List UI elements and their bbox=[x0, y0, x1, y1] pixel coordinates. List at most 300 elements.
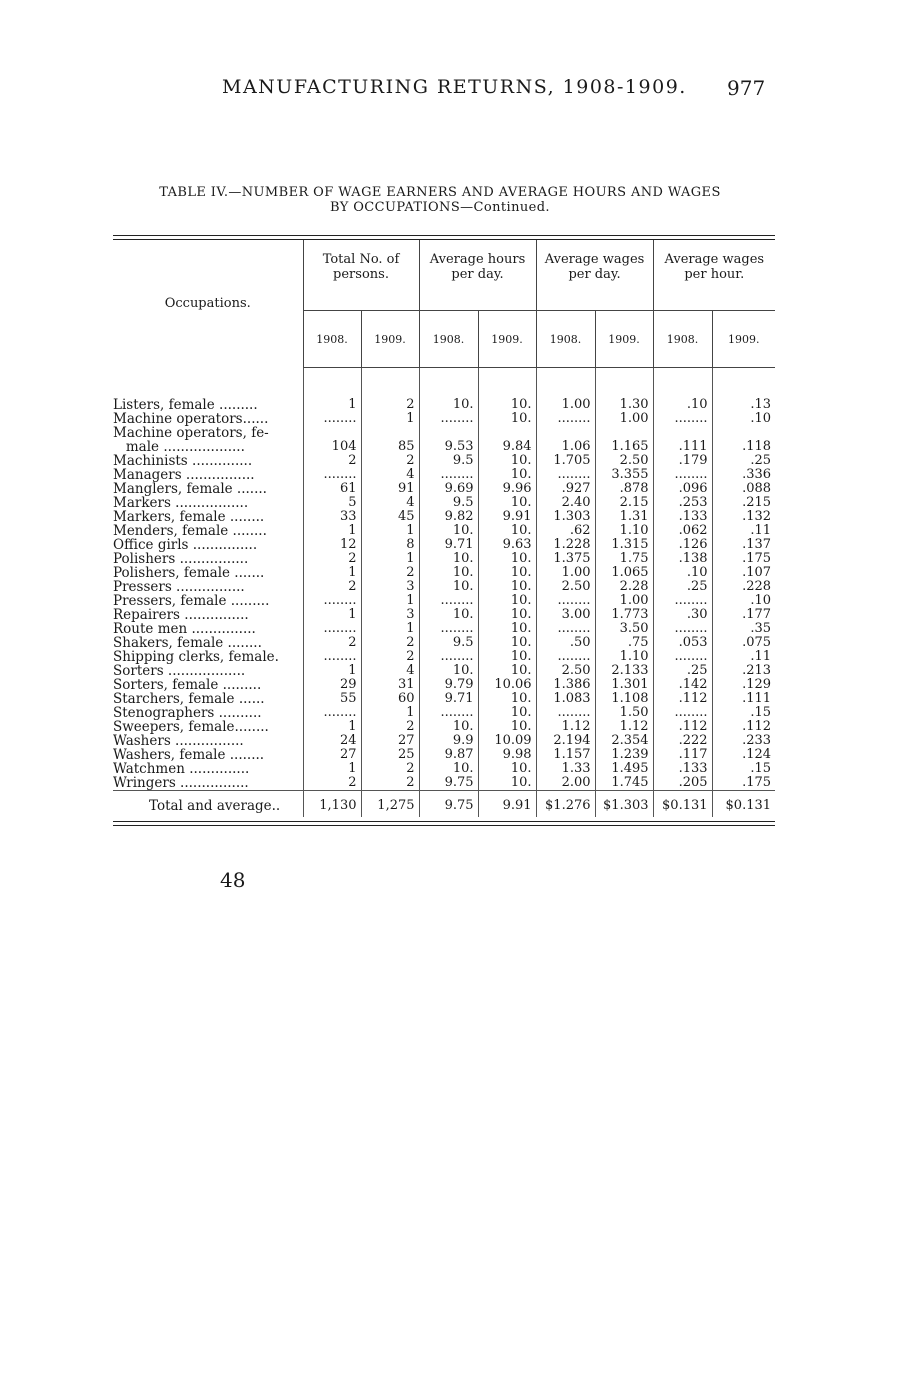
group-header-average-wages-day: Average wages per day. bbox=[536, 240, 653, 311]
value-cell: 9.5 bbox=[419, 636, 478, 650]
table-row bbox=[113, 566, 775, 580]
table-row bbox=[113, 468, 775, 482]
value-cell: 104 bbox=[303, 440, 361, 454]
page-number: 977 bbox=[727, 76, 766, 100]
value-cell: 1.773 bbox=[595, 608, 653, 622]
occupation-cell: Polishers ................ bbox=[113, 552, 249, 566]
value-cell: 2 bbox=[303, 580, 361, 594]
table-row bbox=[113, 692, 775, 706]
occupations-header: Occupations. bbox=[164, 296, 251, 312]
value-cell: 9.91 bbox=[478, 510, 536, 524]
occupation-cell: Machinists .............. bbox=[113, 454, 253, 468]
value-cell: ........ bbox=[653, 594, 712, 608]
value-cell: .132 bbox=[712, 510, 775, 524]
value-cell: 2.194 bbox=[536, 734, 595, 748]
value-cell: .138 bbox=[653, 552, 712, 566]
value-cell: 1.00 bbox=[536, 398, 595, 412]
value-cell: 3.355 bbox=[595, 468, 653, 482]
value-cell: 9.87 bbox=[419, 748, 478, 762]
value-cell: 9.71 bbox=[419, 692, 478, 706]
value-cell: 9.75 bbox=[419, 776, 478, 791]
value-cell: .25 bbox=[653, 580, 712, 594]
table-row bbox=[113, 734, 775, 748]
value-cell: 4 bbox=[361, 496, 419, 510]
value-cell: 25 bbox=[361, 748, 419, 762]
value-cell: 2.00 bbox=[536, 776, 595, 791]
value-cell: 24 bbox=[303, 734, 361, 748]
value-cell: .053 bbox=[653, 636, 712, 650]
running-title: MANUFACTURING RETURNS, 1908-1909. bbox=[222, 76, 687, 98]
value-cell: 1 bbox=[303, 566, 361, 580]
value-cell: .11 bbox=[712, 524, 775, 538]
value-cell: 1 bbox=[361, 524, 419, 538]
table-row bbox=[113, 538, 775, 552]
value-cell: 1.00 bbox=[536, 566, 595, 580]
table-row bbox=[113, 426, 775, 440]
value-cell: 10. bbox=[478, 664, 536, 678]
value-cell: .133 bbox=[653, 510, 712, 524]
value-cell: 1 bbox=[361, 622, 419, 636]
value-cell: .35 bbox=[712, 622, 775, 636]
table-row bbox=[113, 482, 775, 496]
occupation-cell: Pressers ................ bbox=[113, 580, 245, 594]
value-cell: 5 bbox=[303, 496, 361, 510]
value-cell: ........ bbox=[303, 622, 361, 636]
value-cell: 85 bbox=[361, 440, 419, 454]
occupation-cell: Machine operators, fe- bbox=[113, 426, 269, 440]
total-label: Total and average.. bbox=[113, 791, 303, 818]
total-row bbox=[113, 791, 775, 818]
table-row bbox=[113, 524, 775, 538]
value-cell: .15 bbox=[712, 706, 775, 720]
value-cell: .10 bbox=[653, 398, 712, 412]
value-cell: ........ bbox=[419, 468, 478, 482]
value-cell: 1.10 bbox=[595, 650, 653, 664]
caption-line-1: TABLE IV.—NUMBER OF WAGE EARNERS AND AVERAGE HOURS AND WAGES bbox=[159, 185, 721, 200]
total-cell: $1.276 bbox=[536, 791, 595, 818]
year-header: 1909. bbox=[712, 311, 775, 368]
value-cell: ........ bbox=[303, 468, 361, 482]
value-cell: 9.82 bbox=[419, 510, 478, 524]
value-cell: ........ bbox=[536, 468, 595, 482]
year-header: 1908. bbox=[419, 311, 478, 368]
occupation-cell: Markers ................. bbox=[113, 496, 249, 510]
total-cell: $1.303 bbox=[595, 791, 653, 818]
group-header-average-hours: Average hours per day. bbox=[419, 240, 536, 311]
value-cell: 1.239 bbox=[595, 748, 653, 762]
value-cell: ........ bbox=[653, 650, 712, 664]
value-cell: .175 bbox=[712, 776, 775, 791]
value-cell: 1.495 bbox=[595, 762, 653, 776]
value-cell: 1.083 bbox=[536, 692, 595, 706]
value-cell: 2.40 bbox=[536, 496, 595, 510]
value-cell: 10. bbox=[478, 762, 536, 776]
value-cell: 1.33 bbox=[536, 762, 595, 776]
value-cell: 1 bbox=[303, 720, 361, 734]
table-row bbox=[113, 636, 775, 650]
value-cell: 1 bbox=[303, 608, 361, 622]
value-cell: .10 bbox=[712, 412, 775, 426]
value-cell: 10. bbox=[478, 720, 536, 734]
value-cell: .175 bbox=[712, 552, 775, 566]
value-cell: ........ bbox=[419, 706, 478, 720]
value-cell: 2.354 bbox=[595, 734, 653, 748]
value-cell: 1.705 bbox=[536, 454, 595, 468]
value-cell: .878 bbox=[595, 482, 653, 496]
occupation-cell: Starchers, female ...... bbox=[113, 692, 265, 706]
value-cell: ........ bbox=[303, 650, 361, 664]
value-cell: 2 bbox=[361, 398, 419, 412]
value-cell: .30 bbox=[653, 608, 712, 622]
occupation-cell: Washers, female ........ bbox=[113, 748, 265, 762]
occupation-cell: Manglers, female ....... bbox=[113, 482, 267, 496]
value-cell: .927 bbox=[536, 482, 595, 496]
value-cell: 9.5 bbox=[419, 496, 478, 510]
occupation-cell: Pressers, female ......... bbox=[113, 594, 270, 608]
value-cell: 10. bbox=[478, 580, 536, 594]
value-cell: 10. bbox=[478, 454, 536, 468]
value-cell: 1 bbox=[361, 552, 419, 566]
value-cell: 9.63 bbox=[478, 538, 536, 552]
value-cell bbox=[419, 426, 478, 440]
value-cell: ........ bbox=[653, 468, 712, 482]
value-cell: .75 bbox=[595, 636, 653, 650]
table-row bbox=[113, 398, 775, 412]
table-row bbox=[113, 678, 775, 692]
value-cell: 1.10 bbox=[595, 524, 653, 538]
table-row bbox=[113, 720, 775, 734]
table-row bbox=[113, 608, 775, 622]
value-cell: 1 bbox=[303, 762, 361, 776]
caption-line-2: BY OCCUPATIONS—Continued. bbox=[330, 200, 550, 215]
table-row bbox=[113, 412, 775, 426]
value-cell: 10. bbox=[478, 398, 536, 412]
value-cell: 1 bbox=[361, 706, 419, 720]
wage-table bbox=[113, 240, 775, 817]
value-cell: 1.108 bbox=[595, 692, 653, 706]
value-cell: 55 bbox=[303, 692, 361, 706]
occupation-cell: Managers ................ bbox=[113, 468, 255, 482]
bottom-rule bbox=[113, 821, 775, 826]
value-cell: 1.165 bbox=[595, 440, 653, 454]
occupation-cell: Machine operators...... bbox=[113, 412, 269, 426]
spacer-row bbox=[113, 368, 775, 399]
occupation-cell: Stenographers .......... bbox=[113, 706, 262, 720]
value-cell: 10. bbox=[419, 524, 478, 538]
table-row bbox=[113, 580, 775, 594]
value-cell: 9.79 bbox=[419, 678, 478, 692]
value-cell: 2 bbox=[361, 720, 419, 734]
value-cell bbox=[478, 426, 536, 440]
value-cell: .253 bbox=[653, 496, 712, 510]
value-cell: 10. bbox=[478, 650, 536, 664]
table-row bbox=[113, 622, 775, 636]
value-cell: 3.50 bbox=[595, 622, 653, 636]
value-cell: .124 bbox=[712, 748, 775, 762]
value-cell: 29 bbox=[303, 678, 361, 692]
table-row bbox=[113, 664, 775, 678]
occupation-cell: Wringers ................ bbox=[113, 776, 249, 791]
value-cell: 1 bbox=[303, 398, 361, 412]
value-cell: 1.50 bbox=[595, 706, 653, 720]
value-cell: 45 bbox=[361, 510, 419, 524]
value-cell: .129 bbox=[712, 678, 775, 692]
value-cell: 10. bbox=[419, 720, 478, 734]
value-cell: 2 bbox=[361, 776, 419, 791]
occupation-cell: Sweepers, female........ bbox=[113, 720, 269, 734]
occupation-cell: Repairers ............... bbox=[113, 608, 249, 622]
year-header: 1909. bbox=[361, 311, 419, 368]
value-cell: .111 bbox=[653, 440, 712, 454]
value-cell: .15 bbox=[712, 762, 775, 776]
value-cell: .215 bbox=[712, 496, 775, 510]
year-header: 1908. bbox=[303, 311, 361, 368]
value-cell: 10. bbox=[478, 566, 536, 580]
occupation-cell: Polishers, female ....... bbox=[113, 566, 265, 580]
value-cell: .10 bbox=[712, 594, 775, 608]
value-cell: ........ bbox=[536, 650, 595, 664]
signature-number: 48 bbox=[220, 868, 246, 892]
value-cell: 2.133 bbox=[595, 664, 653, 678]
value-cell: 10. bbox=[478, 524, 536, 538]
value-cell: .126 bbox=[653, 538, 712, 552]
value-cell: 31 bbox=[361, 678, 419, 692]
value-cell: .112 bbox=[653, 692, 712, 706]
value-cell: 9.69 bbox=[419, 482, 478, 496]
value-cell: .10 bbox=[653, 566, 712, 580]
value-cell: 10. bbox=[478, 636, 536, 650]
value-cell: 12 bbox=[303, 538, 361, 552]
value-cell: .177 bbox=[712, 608, 775, 622]
occupation-cell: Markers, female ........ bbox=[113, 510, 265, 524]
table-row bbox=[113, 650, 775, 664]
occupation-cell: Sorters .................. bbox=[113, 664, 246, 678]
value-cell: 1.065 bbox=[595, 566, 653, 580]
value-cell: 2.15 bbox=[595, 496, 653, 510]
value-cell: ........ bbox=[653, 622, 712, 636]
value-cell: .117 bbox=[653, 748, 712, 762]
year-header: 1909. bbox=[478, 311, 536, 368]
value-cell bbox=[536, 426, 595, 440]
value-cell bbox=[653, 426, 712, 440]
value-cell: 1.75 bbox=[595, 552, 653, 566]
value-cell: .118 bbox=[712, 440, 775, 454]
occupation-cell: Listers, female ......... bbox=[113, 398, 258, 412]
occupation-cell: Watchmen .............. bbox=[113, 762, 250, 776]
value-cell: ........ bbox=[303, 412, 361, 426]
value-cell: 2.28 bbox=[595, 580, 653, 594]
value-cell: 1 bbox=[361, 412, 419, 426]
total-cell: 9.91 bbox=[478, 791, 536, 818]
value-cell: .228 bbox=[712, 580, 775, 594]
value-cell: 4 bbox=[361, 664, 419, 678]
value-cell: .205 bbox=[653, 776, 712, 791]
value-cell: 1.06 bbox=[536, 440, 595, 454]
value-cell: ........ bbox=[653, 706, 712, 720]
value-cell: 1 bbox=[303, 524, 361, 538]
value-cell: .112 bbox=[712, 720, 775, 734]
occupation-cell: Office girls ............... bbox=[113, 538, 258, 552]
table-row bbox=[113, 440, 775, 454]
value-cell: .62 bbox=[536, 524, 595, 538]
value-cell: 1.31 bbox=[595, 510, 653, 524]
year-header: 1908. bbox=[653, 311, 712, 368]
running-header bbox=[0, 76, 900, 106]
value-cell: 1.386 bbox=[536, 678, 595, 692]
value-cell: 1 bbox=[303, 664, 361, 678]
value-cell: 61 bbox=[303, 482, 361, 496]
table-row bbox=[113, 762, 775, 776]
value-cell: ........ bbox=[536, 706, 595, 720]
value-cell: .179 bbox=[653, 454, 712, 468]
value-cell: 1.301 bbox=[595, 678, 653, 692]
value-cell: 10. bbox=[419, 566, 478, 580]
value-cell bbox=[303, 426, 361, 440]
value-cell: ........ bbox=[303, 594, 361, 608]
value-cell: .075 bbox=[712, 636, 775, 650]
value-cell: 2 bbox=[303, 454, 361, 468]
value-cell bbox=[595, 426, 653, 440]
value-cell: .336 bbox=[712, 468, 775, 482]
value-cell: .233 bbox=[712, 734, 775, 748]
value-cell: 1.303 bbox=[536, 510, 595, 524]
occupation-cell: Shipping clerks, female. bbox=[113, 650, 279, 664]
value-cell: 1.00 bbox=[595, 412, 653, 426]
value-cell: 33 bbox=[303, 510, 361, 524]
value-cell: ........ bbox=[536, 622, 595, 636]
value-cell: 1.745 bbox=[595, 776, 653, 791]
year-header: 1908. bbox=[536, 311, 595, 368]
table-row bbox=[113, 552, 775, 566]
group-header-row bbox=[113, 240, 775, 311]
value-cell: 4 bbox=[361, 468, 419, 482]
value-cell: ........ bbox=[536, 412, 595, 426]
value-cell: 2 bbox=[303, 636, 361, 650]
value-cell: .107 bbox=[712, 566, 775, 580]
value-cell: .50 bbox=[536, 636, 595, 650]
value-cell: 9.53 bbox=[419, 440, 478, 454]
value-cell: .111 bbox=[712, 692, 775, 706]
value-cell: 1.30 bbox=[595, 398, 653, 412]
value-cell: 2 bbox=[303, 552, 361, 566]
total-cell: 9.75 bbox=[419, 791, 478, 818]
value-cell: ........ bbox=[419, 622, 478, 636]
value-cell: ........ bbox=[419, 650, 478, 664]
value-cell: 10. bbox=[478, 468, 536, 482]
value-cell: 2.50 bbox=[595, 454, 653, 468]
value-cell: 9.96 bbox=[478, 482, 536, 496]
value-cell: .137 bbox=[712, 538, 775, 552]
value-cell: 1.315 bbox=[595, 538, 653, 552]
value-cell: 27 bbox=[361, 734, 419, 748]
value-cell: 9.84 bbox=[478, 440, 536, 454]
value-cell: 8 bbox=[361, 538, 419, 552]
value-cell: .088 bbox=[712, 482, 775, 496]
occupation-cell: male ................... bbox=[113, 440, 245, 454]
table-caption bbox=[110, 185, 770, 215]
value-cell: 2 bbox=[361, 566, 419, 580]
value-cell: 10. bbox=[419, 398, 478, 412]
table-row bbox=[113, 748, 775, 762]
table-row bbox=[113, 510, 775, 524]
value-cell: 2.50 bbox=[536, 580, 595, 594]
value-cell: .096 bbox=[653, 482, 712, 496]
value-cell: ........ bbox=[653, 412, 712, 426]
year-header: 1909. bbox=[595, 311, 653, 368]
occupation-cell: Sorters, female ......... bbox=[113, 678, 262, 692]
total-cell: 1,130 bbox=[303, 791, 361, 818]
value-cell: 3.00 bbox=[536, 608, 595, 622]
value-cell: .142 bbox=[653, 678, 712, 692]
value-cell: .112 bbox=[653, 720, 712, 734]
value-cell: 10. bbox=[419, 580, 478, 594]
value-cell: 10. bbox=[478, 776, 536, 791]
value-cell: 60 bbox=[361, 692, 419, 706]
table-row bbox=[113, 594, 775, 608]
value-cell: 1.00 bbox=[595, 594, 653, 608]
total-cell: 1,275 bbox=[361, 791, 419, 818]
value-cell: .11 bbox=[712, 650, 775, 664]
wage-table-container bbox=[113, 235, 775, 826]
value-cell: 3 bbox=[361, 608, 419, 622]
value-cell bbox=[712, 426, 775, 440]
value-cell: .25 bbox=[653, 664, 712, 678]
value-cell: 10. bbox=[419, 664, 478, 678]
table-row bbox=[113, 706, 775, 720]
value-cell: ........ bbox=[419, 594, 478, 608]
value-cell: ........ bbox=[303, 706, 361, 720]
value-cell: ........ bbox=[419, 412, 478, 426]
occupation-cell: Route men ............... bbox=[113, 622, 256, 636]
value-cell: 2 bbox=[361, 762, 419, 776]
value-cell: 10. bbox=[478, 692, 536, 706]
value-cell: 2 bbox=[303, 776, 361, 791]
value-cell: 9.98 bbox=[478, 748, 536, 762]
value-cell: 91 bbox=[361, 482, 419, 496]
table-row bbox=[113, 454, 775, 468]
total-cell: $0.131 bbox=[653, 791, 712, 818]
value-cell: .222 bbox=[653, 734, 712, 748]
occupation-cell: Menders, female ........ bbox=[113, 524, 267, 538]
value-cell: 27 bbox=[303, 748, 361, 762]
value-cell: 3 bbox=[361, 580, 419, 594]
value-cell: 9.9 bbox=[419, 734, 478, 748]
value-cell: 10. bbox=[478, 412, 536, 426]
value-cell: 10. bbox=[478, 706, 536, 720]
value-cell: 2 bbox=[361, 454, 419, 468]
value-cell: .213 bbox=[712, 664, 775, 678]
value-cell: 10.09 bbox=[478, 734, 536, 748]
value-cell: 10. bbox=[478, 608, 536, 622]
value-cell: 2.50 bbox=[536, 664, 595, 678]
total-cell: $0.131 bbox=[712, 791, 775, 818]
value-cell: 10. bbox=[419, 552, 478, 566]
occupation-cell: Washers ................ bbox=[113, 734, 244, 748]
occupation-cell: Shakers, female ........ bbox=[113, 636, 262, 650]
value-cell: 1.12 bbox=[595, 720, 653, 734]
group-header-total-persons: Total No. of persons. bbox=[303, 240, 419, 311]
value-cell: .133 bbox=[653, 762, 712, 776]
value-cell: 10. bbox=[419, 762, 478, 776]
value-cell bbox=[361, 426, 419, 440]
value-cell: 1.375 bbox=[536, 552, 595, 566]
value-cell: 9.5 bbox=[419, 454, 478, 468]
value-cell: 10. bbox=[478, 552, 536, 566]
value-cell: ........ bbox=[536, 594, 595, 608]
value-cell: 10. bbox=[478, 594, 536, 608]
value-cell: .062 bbox=[653, 524, 712, 538]
value-cell: 10. bbox=[478, 496, 536, 510]
